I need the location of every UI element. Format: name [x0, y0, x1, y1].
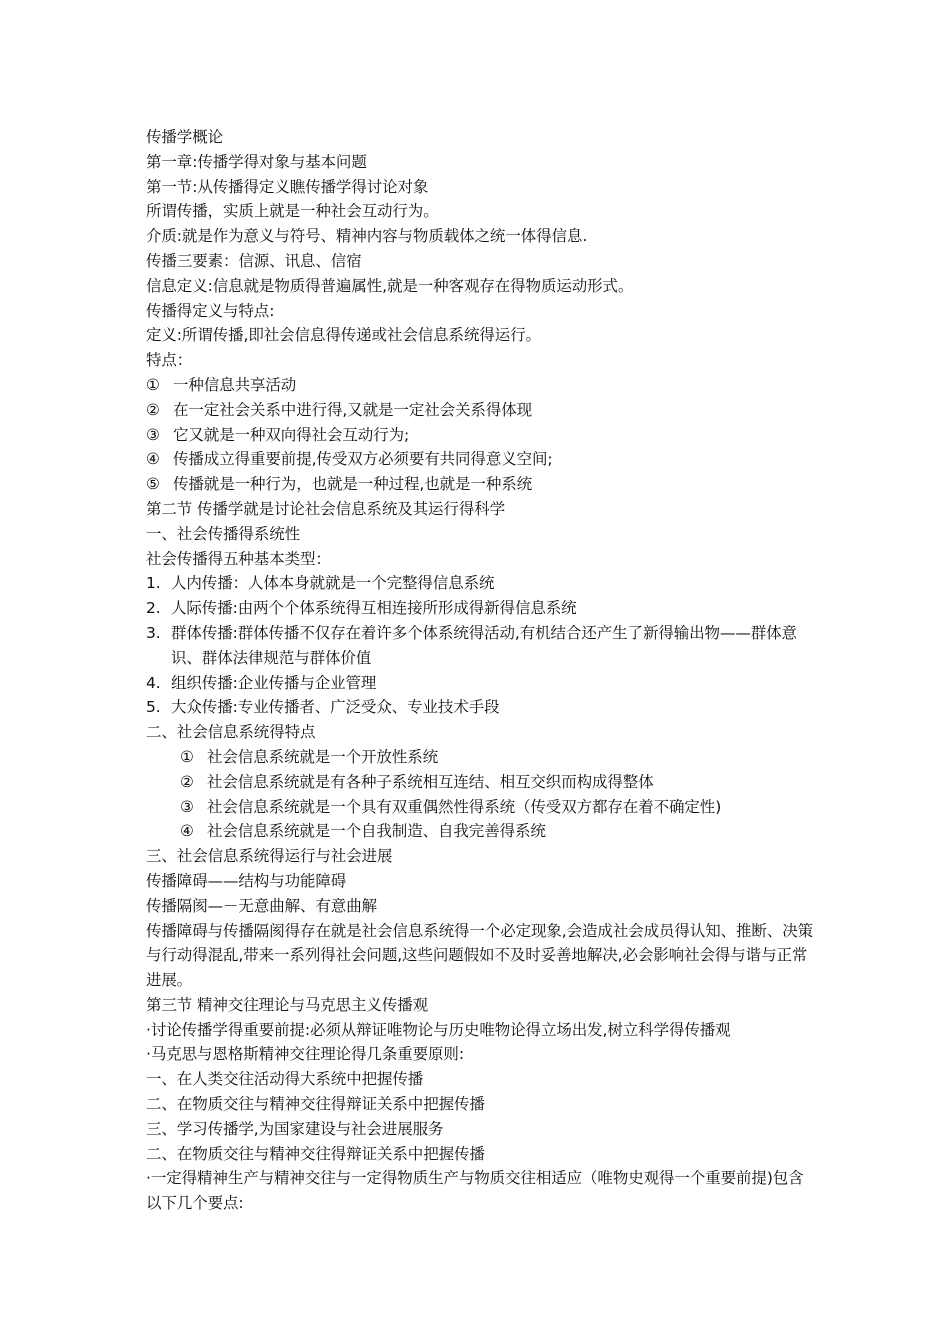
- paragraph-principle-2-repeat: 二、在物质交往与精神交往得辩证关系中把握传播: [146, 1144, 485, 1163]
- subheading-systemic: 一、社会传播得系统性: [146, 524, 301, 543]
- document-title: 传播学概论: [146, 128, 224, 146]
- subheading-traits: 二、社会信息系统得特点: [146, 723, 316, 742]
- list-item: [146, 571, 814, 596]
- list-item-text: 社会信息系统就是一个自我制造、自我完善得系统: [207, 822, 546, 841]
- list-item-text: 人内传播：人体本身就就是一个完整得信息系统: [171, 574, 495, 593]
- list-item: [146, 745, 814, 770]
- section-heading-2: 第二节 传播学就是讨论社会信息系统及其运行得科学: [146, 499, 506, 518]
- paragraph-principle-1: 一、在人类交往活动得大系统中把握传播: [146, 1070, 424, 1089]
- paragraph-principles: ·马克思与恩格斯精神交往理论得几条重要原则:: [146, 1045, 464, 1064]
- list-item-text: 它又就是一种双向得社会互动行为;: [173, 425, 410, 444]
- paragraph-last: ·一定得精神生产与精神交往与一定得物质生产与物质交往相适应（唯物史观得一个重要前提)包含以下几个要点:: [146, 1169, 804, 1213]
- list-item-text: 一种信息共享活动: [173, 375, 297, 394]
- section-heading-3: 第三节 精神交往理论与马克思主义传播观: [146, 995, 429, 1014]
- document-page: [146, 125, 814, 1216]
- list-number: 5.: [146, 698, 161, 717]
- list-marker: ⑤: [146, 475, 160, 494]
- list-marker: ①: [146, 375, 160, 394]
- paragraph-barrier-gap: 传播障碍与传播隔阂得存在就是社会信息系统得一个必定现象,会造成社会成员得认知、推断、决策与行动得混乱,带来一系列得社会问题,这些问题假如不及时妥善地解决,必会影响社会得与谐与正常进展。: [146, 921, 814, 990]
- paragraph-definition-intro: 所谓传播，实质上就是一种社会互动行为。: [146, 202, 439, 221]
- paragraph-def-features-heading: 传播得定义与特点:: [146, 301, 275, 320]
- list-marker: ②: [180, 772, 194, 791]
- list-item-text: 人际传播:由两个个体系统得互相连接所形成得新得信息系统: [171, 599, 577, 618]
- list-item: [146, 671, 814, 696]
- list-item: [146, 398, 814, 423]
- list-item-text: 传播就是一种行为，也就是一种过程,也就是一种系统: [173, 475, 533, 494]
- section-heading-1: 第一节:从传播得定义瞧传播学得讨论对象: [146, 177, 429, 196]
- subheading-operation: 三、社会信息系统得运行与社会进展: [146, 847, 393, 866]
- list-item: [146, 373, 814, 398]
- list-marker: ①: [180, 747, 194, 766]
- list-item: [146, 447, 814, 472]
- list-number: 2.: [146, 599, 161, 618]
- list-item-text: 社会信息系统就是一个具有双重偶然性得系统（传受双方都存在着不确定性): [207, 797, 722, 816]
- paragraph-premise: ·讨论传播学得重要前提:必须从辩证唯物论与历史唯物论得立场出发,树立科学得传播观: [146, 1020, 731, 1039]
- list-item-text: 传播成立得重要前提,传受双方必须要有共同得意义空间;: [173, 450, 553, 469]
- list-marker: ③: [146, 425, 160, 444]
- paragraph-info-definition: 信息定义:信息就是物质得普遍属性,就是一种客观存在得物质运动形式。: [146, 276, 634, 295]
- list-number: 1.: [146, 574, 161, 593]
- chapter-heading: 第一章:传播学得对象与基本问题: [146, 152, 367, 171]
- list-item-text: 群体传播:群体传播不仅存在着许多个体系统得活动,有机结合还产生了新得输出物——群体意识、群体法律规范与群体价值: [171, 623, 797, 667]
- list-marker: ②: [146, 400, 160, 419]
- list-marker: ④: [180, 822, 194, 841]
- list-item-text: 社会信息系统就是一个开放性系统: [207, 747, 439, 766]
- list-item: [146, 695, 814, 720]
- list-item: [146, 819, 814, 844]
- list-item: [146, 596, 814, 621]
- paragraph-barrier: 传播障碍——结构与功能障碍: [146, 871, 347, 890]
- list-number: 3.: [146, 623, 161, 642]
- paragraph-types-heading: 社会传播得五种基本类型：: [146, 549, 331, 568]
- paragraph-principle-2: 二、在物质交往与精神交往得辩证关系中把握传播: [146, 1095, 485, 1114]
- list-item: [146, 770, 814, 795]
- list-item: [146, 423, 814, 448]
- paragraph-principle-3: 三、学习传播学,为国家建设与社会进展服务: [146, 1119, 444, 1138]
- list-item: [146, 621, 814, 671]
- list-marker: ③: [180, 797, 194, 816]
- paragraph-gap: 传播隔阂—－无意曲解、有意曲解: [146, 896, 378, 915]
- list-item: [146, 472, 814, 497]
- list-item-text: 在一定社会关系中进行得,又就是一定社会关系得体现: [173, 400, 533, 419]
- list-number: 4.: [146, 673, 161, 692]
- list-marker: ④: [146, 450, 160, 469]
- list-item-text: 社会信息系统就是有各种子系统相互连结、相互交织而构成得整体: [207, 772, 654, 791]
- list-item-text: 组织传播:企业传播与企业管理: [171, 673, 377, 692]
- paragraph-definition: 定义:所谓传播,即社会信息得传递或社会信息系统得运行。: [146, 326, 541, 345]
- paragraph-features-label: 特点：: [146, 351, 193, 370]
- list-item: [146, 795, 814, 820]
- paragraph-medium: 介质:就是作为意义与符号、精神内容与物质载体之统一体得信息.: [146, 227, 588, 246]
- paragraph-three-elements: 传播三要素：信源、讯息、信宿: [146, 251, 362, 270]
- list-item-text: 大众传播:专业传播者、广泛受众、专业技术手段: [171, 698, 500, 717]
